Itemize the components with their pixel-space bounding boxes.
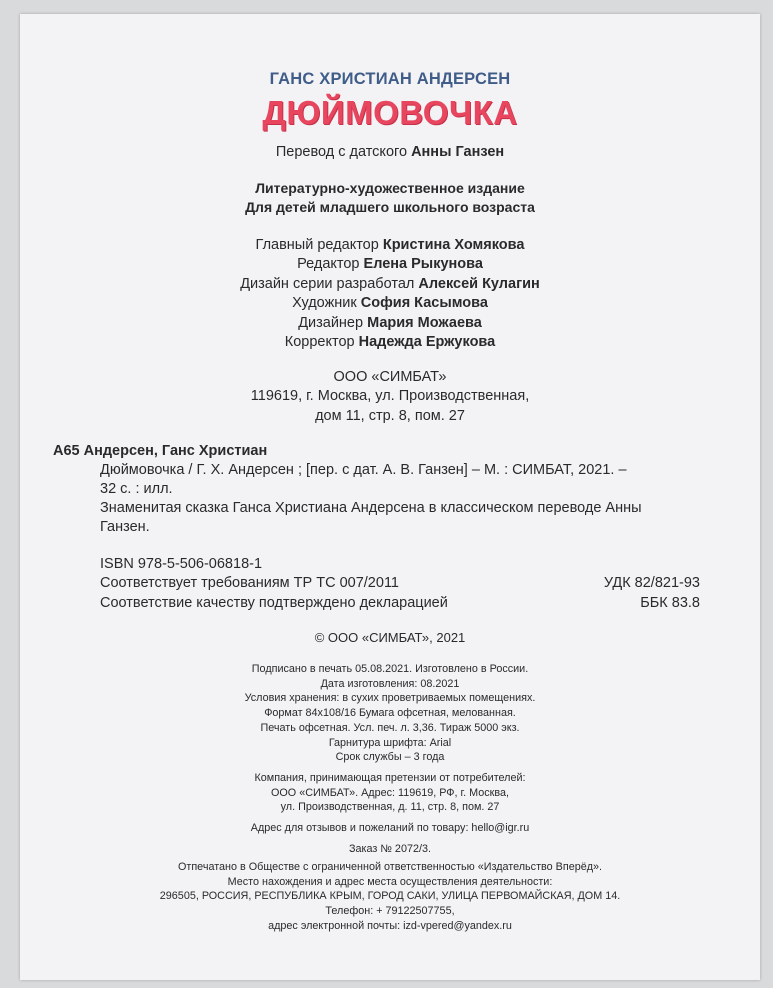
claims-line: ООО «СИМБАТ». Адрес: 119619, РФ, г. Москва,	[271, 786, 509, 799]
claims-line: Компания, принимающая претензии от потребителей:	[254, 771, 526, 784]
translation-line	[20, 144, 760, 160]
credit-name: Кристина Хомякова	[382, 237, 525, 253]
credit-name: Мария Можаева	[367, 314, 482, 331]
copyright: © ООО «СИМБАТ», 2021	[314, 630, 466, 645]
compliance-text: Соответствует требованиям ТР ТС 007/2011	[100, 575, 399, 592]
credit-name: Алексей Кулагин	[418, 275, 540, 292]
credit-line	[20, 236, 760, 255]
udk-code: УДК 82/821-93	[603, 575, 700, 592]
printer-line: Место нахождения и адрес места осуществления деятельности:	[227, 875, 553, 888]
publisher-name: ООО «СИМБАТ»	[333, 369, 447, 385]
quality-row	[100, 594, 700, 613]
publisher-address: дом 11, стр. 8, пом. 27	[315, 407, 465, 424]
genre-block	[20, 179, 760, 217]
imprint-line: Подписано в печать 05.08.2021. Изготовлено в России.	[251, 663, 529, 675]
credit-line	[20, 275, 760, 294]
imprint-line: Дата изготовления: 08.2021	[320, 677, 460, 690]
printer-line: 296505, РОССИЯ, РЕСПУБЛИКА КРЫМ, ГОРОД САКИ, УЛИЦА ПЕРВОМАЙСКАЯ, ДОМ 14.	[159, 890, 621, 903]
catalog-entry-line: Дюймовочка / Г. Х. Андерсен ; [пер. с дат. А. В. Ганзен] – М. : СИМБАТ, 2021. –	[100, 462, 627, 478]
credit-role: Редактор	[297, 256, 360, 273]
credit-line	[20, 314, 760, 333]
imprint-line: Условия хранения: в сухих проветриваемых помещениях.	[244, 692, 536, 705]
book-title: ДЮЙМОВОЧКА	[262, 94, 518, 131]
credits-block	[20, 236, 760, 352]
credit-line	[20, 333, 760, 352]
printer-line: Отпечатано в Обществе с ограниченной ответственностью «Издательство Вперёд».	[177, 861, 603, 873]
catalog-annotation	[100, 499, 710, 538]
isbn-block	[100, 555, 700, 613]
genre-line: Литературно-художественное издание	[255, 180, 525, 196]
audience-line: Для детей младшего школьного возраста	[245, 199, 535, 215]
imprint-line: Формат 84х108/16 Бумага офсетная, мелованная.	[264, 707, 516, 720]
imprint-line: Гарнитура шрифта: Arial	[328, 736, 452, 749]
credit-name: Елена Рыкунова	[363, 256, 483, 273]
compliance-row	[100, 574, 700, 593]
catalog-entry-line: 32 с. : илл.	[100, 481, 173, 498]
printer-line: адрес электронной почты: izd-vpered@yandex.ru	[268, 919, 512, 932]
imprint-line: Печать офсетная. Усл. печ. л. 3,36. Тираж 5000 экз.	[260, 721, 520, 734]
printer-line: Телефон: + 79122507755,	[325, 905, 455, 918]
publisher-address: 119619, г. Москва, ул. Производственная,	[250, 388, 530, 405]
author-name: ГАНС ХРИСТИАН АНДЕРСЕН	[269, 70, 511, 88]
credit-role: Главный редактор	[255, 237, 379, 253]
feedback-line: Адрес для отзывов и пожеланий по товару: hello@igr.ru	[250, 822, 530, 835]
imprint-line: Срок службы – 3 года	[335, 751, 445, 764]
credit-name: Надежда Ержукова	[358, 334, 496, 351]
credit-role: Корректор	[284, 334, 355, 351]
catalog-entry	[100, 461, 700, 500]
translator-name: Анны Ганзен	[411, 144, 505, 160]
credit-name: София Касымова	[360, 295, 488, 312]
isbn: ISBN 978-5-506-06818-1	[100, 556, 263, 572]
credit-line	[20, 255, 760, 274]
annotation-line: Ганзен.	[100, 519, 150, 536]
catalog-heading: А65 Андерсен, Ганс Христиан	[53, 443, 268, 459]
imprint-page	[20, 14, 760, 980]
bbk-code: ББК 83.8	[640, 594, 700, 611]
imprint-details	[20, 662, 760, 856]
printer-info	[20, 860, 760, 934]
credit-role: Дизайнер	[298, 314, 364, 331]
quality-text: Соответствие качеству подтверждено декларацией	[100, 594, 448, 611]
credit-line	[20, 294, 760, 313]
order-number: Заказ № 2072/3.	[349, 842, 431, 855]
credit-role: Художник	[292, 295, 357, 312]
credit-role: Дизайн серии разработал	[240, 275, 415, 292]
publisher-block	[20, 368, 760, 426]
annotation-line: Знаменитая сказка Ганса Христиана Андерсена в классическом переводе Анны	[100, 500, 642, 516]
translation-label: Перевод с датского	[275, 144, 408, 160]
claims-line: ул. Производственная, д. 11, стр. 8, пом. 27	[280, 801, 500, 814]
